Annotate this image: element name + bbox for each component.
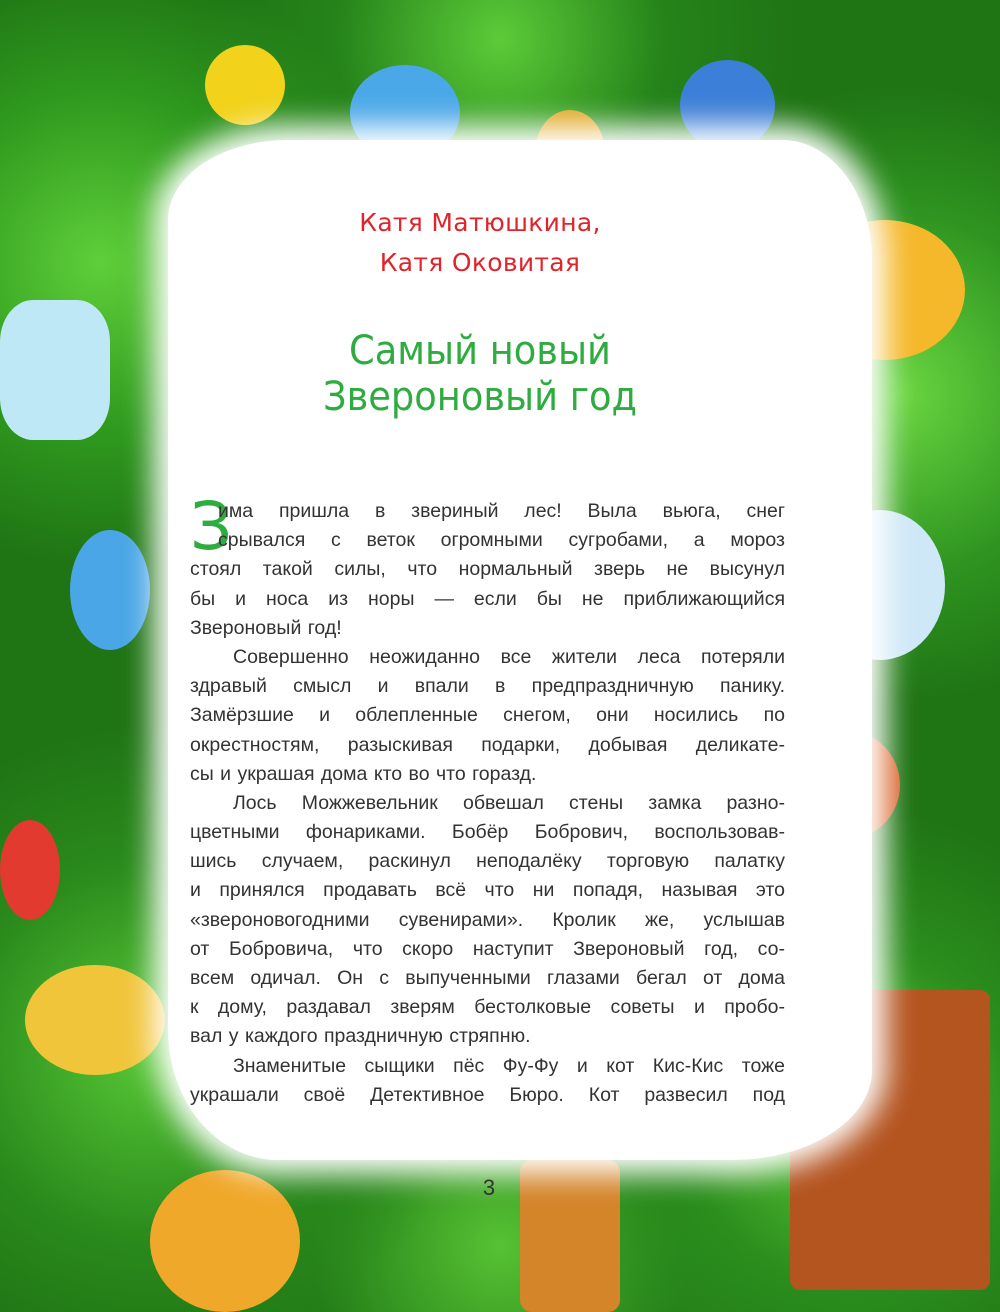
text-line: от Бобровича, что скоро наступит Звероновый год, со- — [190, 937, 785, 960]
text-line: «звероновогодними сувенирами». Кролик же, услышав — [190, 908, 785, 931]
author-line-2: Катя Оковитая — [379, 248, 581, 277]
text-line: сы и украшая дома кто во что горазд. — [190, 762, 537, 785]
title-line-1: Самый новый — [349, 328, 611, 374]
text-line: здравый смысл и впали в предпраздничную панику. — [190, 675, 785, 698]
ornament-drop — [70, 530, 150, 650]
text-line: всем одичал. Он с выпученными глазами бегал от дома — [190, 967, 785, 989]
text-line: Замёрзшие и облепленные снегом, они носились по — [190, 704, 785, 727]
text-line: има пришла в звериный лес! Выла вьюга, снег — [218, 500, 785, 522]
story-text — [190, 497, 785, 1110]
text-line: бы и носа из норы — если бы не приближающийся — [190, 587, 785, 610]
page-number: 3 — [482, 1175, 496, 1200]
ornament-beaver — [150, 1170, 300, 1312]
text-line: Звероновый год! — [190, 616, 342, 639]
text-line: окрестностям, разыскивая подарки, добывая деликате- — [190, 733, 785, 756]
title-line-2: Звероновый год — [322, 374, 638, 420]
drop-cap: З — [190, 488, 233, 565]
text-line: Лось Можжевельник обвешал стены замка разно- — [233, 791, 785, 814]
ornament-hourglass — [520, 1160, 620, 1312]
text-line: украшали своё Детективное Бюро. Кот развесил под — [190, 1083, 785, 1106]
text-line: Совершенно неожиданно все жители леса потеряли — [233, 645, 785, 668]
text-line: и принялся продавать всё что ни попадя, называя это — [190, 879, 785, 902]
ornament-mouse — [680, 60, 775, 150]
text-line: шись случаем, раскинул неподалёку торговую палатку — [190, 850, 785, 873]
ornament-button — [205, 45, 285, 125]
text-line: срывался с веток огромными сугробами, а мороз — [218, 529, 785, 552]
text-line: стоял такой силы, что нормальный зверь не высунул — [190, 558, 785, 581]
text-line: к дому, раздавал зверям бестолковые советы и пробо- — [190, 996, 785, 1019]
ornament-heart — [25, 965, 165, 1075]
text-line: вал у каждого праздничную стряпню. — [190, 1025, 531, 1048]
ornament-snowflake — [0, 300, 110, 440]
text-line: цветными фонариками. Бобёр Бобрович, воспользовав- — [190, 821, 785, 844]
text-line: Знаменитые сыщики пёс Фу-Фу и кот Кис-Кис тоже — [233, 1054, 785, 1077]
ornament-candy — [0, 820, 60, 920]
author-line-1: Катя Матюшкина, — [359, 208, 601, 237]
